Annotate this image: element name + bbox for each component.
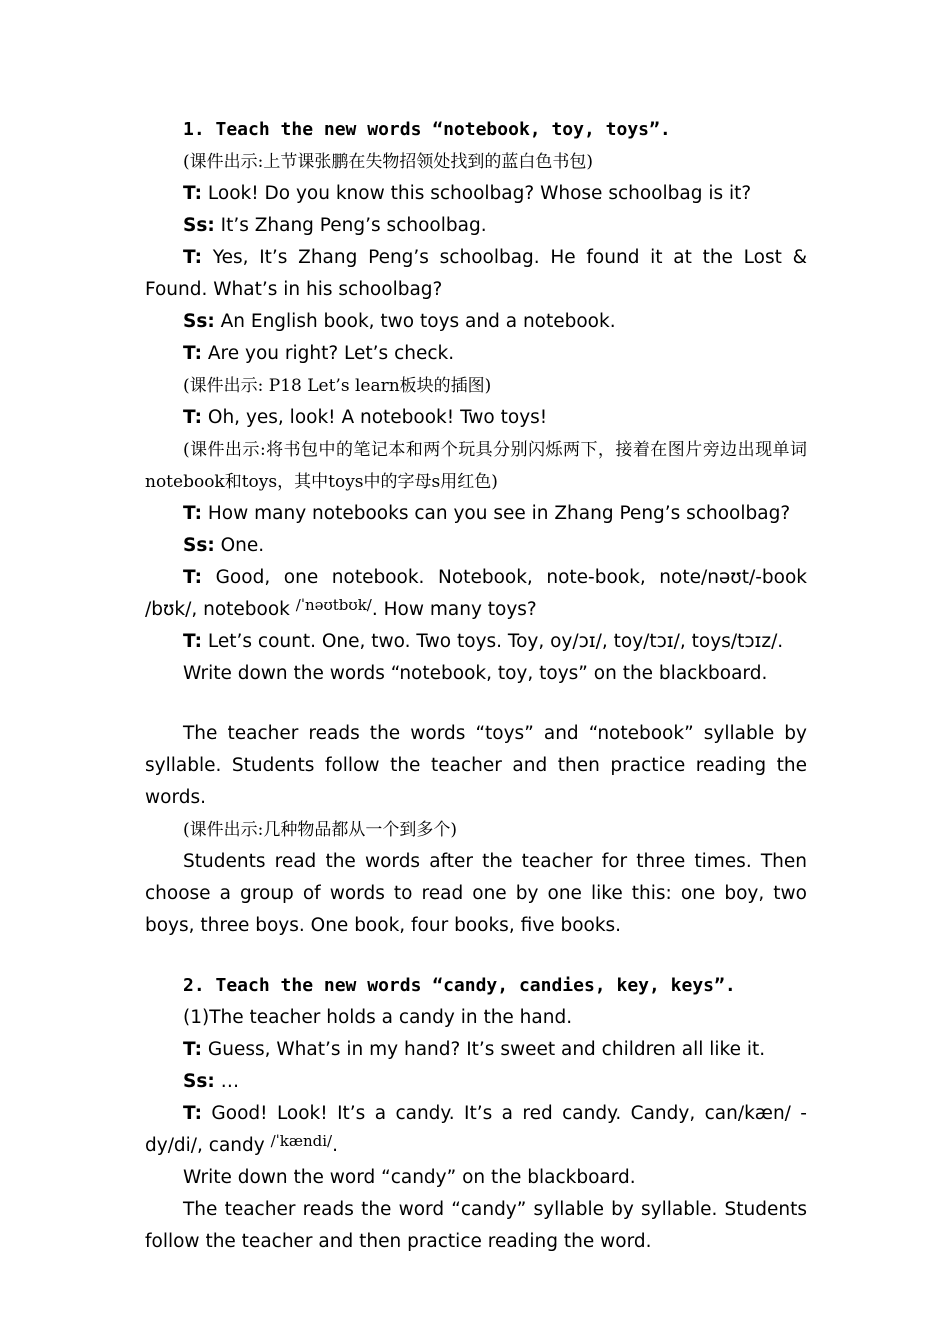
line-text: Guess, What’s in my hand? It’s sweet and children all like it. (202, 1039, 766, 1060)
dialogue-line (145, 626, 807, 658)
dialogue-line (145, 402, 807, 434)
dialogue-line (145, 530, 807, 562)
dialogue-line (145, 1034, 807, 1066)
courseware-note: (课件出示: P18 Let’s learn板块的插图) (183, 376, 492, 396)
line-text: Let’s count. One, two. Two toys. Toy, oy/ɔɪ/, toy/tɔɪ/, toys/tɔɪz/. (202, 631, 784, 652)
speaker-label: T: (183, 1039, 203, 1060)
line-text: Yes, It’s Zhang Peng’s schoolbag. He found it at the Lost & Found. What’s in his schoolbag? (145, 247, 807, 300)
speaker-label: T: (183, 343, 203, 364)
dialogue-line (145, 338, 807, 370)
section-2-heading: 2. Teach the new words “candy, candies, key, keys”. (183, 975, 736, 996)
line-text: Good! Look! It’s a candy. It’s a red candy. Candy, can/kæn/ -dy/di/, candy (145, 1103, 807, 1156)
courseware-note: (课件出示:几种物品都从一个到多个) (183, 820, 457, 840)
dialogue-line (145, 1066, 807, 1098)
line-text: . (332, 1135, 338, 1156)
instruction-line: (1)The teacher holds a candy in the hand. (183, 1007, 573, 1028)
line-text: Look! Do you know this schoolbag? Whose schoolbag is it? (202, 183, 752, 204)
document-body (145, 114, 807, 1258)
paragraph-spacer (145, 942, 807, 970)
phonetic-transcription: /ˈkændi/ (270, 1132, 333, 1150)
phonetic-transcription: /ˈnəʊtbʊk/ (295, 596, 372, 614)
paragraph-spacer (145, 690, 807, 718)
speaker-label: Ss: (183, 311, 215, 332)
instruction-paragraph: Students read the words after the teacher for three times. Then choose a group of words to read one by one like this: one boy, two boys, three boys. One book, four books, five books. (145, 851, 807, 936)
instruction-paragraph: The teacher reads the word “candy” syllable by syllable. Students follow the teacher and then practice reading the word. (145, 1199, 807, 1252)
speaker-label: T: (183, 503, 203, 524)
dialogue-line (145, 498, 807, 530)
dialogue-line (145, 1098, 807, 1162)
line-text: Oh, yes, look! A notebook! Two toys! (202, 407, 548, 428)
line-text: How many notebooks can you see in Zhang Peng’s schoolbag? (202, 503, 791, 524)
speaker-label: Ss: (183, 535, 215, 556)
line-text: Are you right? Let’s check. (202, 343, 455, 364)
line-text: Good, one notebook. Notebook, note-book, note/nəʊt/-book /bʊk/, notebook (145, 567, 807, 620)
speaker-label: T: (183, 247, 203, 268)
speaker-label: T: (183, 407, 203, 428)
speaker-label: Ss: (183, 215, 215, 236)
line-text: An English book, two toys and a notebook. (214, 311, 616, 332)
dialogue-line (145, 562, 807, 626)
instruction-line: Write down the words “notebook, toy, toys” on the blackboard. (183, 663, 768, 684)
line-text: It’s Zhang Peng’s schoolbag. (214, 215, 487, 236)
speaker-label: T: (183, 631, 203, 652)
dialogue-line (145, 178, 807, 210)
line-text: … (214, 1071, 240, 1092)
courseware-note: (课件出示:将书包中的笔记本和两个玩具分别闪烁两下，接着在图片旁边出现单词notebook和toys，其中toys中的字母s用红色) (145, 440, 807, 492)
instruction-paragraph: The teacher reads the words “toys” and “notebook” syllable by syllable. Students follow the teacher and then practice reading the words. (145, 723, 807, 808)
section-1-heading: 1. Teach the new words “notebook, toy, toys”. (183, 119, 671, 140)
line-text: One. (214, 535, 265, 556)
line-text: . How many toys? (371, 599, 537, 620)
courseware-note: (课件出示:上节课张鹏在失物招领处找到的蓝白色书包) (183, 152, 593, 172)
speaker-label: Ss: (183, 1071, 215, 1092)
dialogue-line (145, 306, 807, 338)
dialogue-line (145, 242, 807, 306)
speaker-label: T: (183, 183, 203, 204)
speaker-label: T: (183, 1103, 203, 1124)
instruction-line: Write down the word “candy” on the blackboard. (183, 1167, 636, 1188)
dialogue-line (145, 210, 807, 242)
speaker-label: T: (183, 567, 203, 588)
